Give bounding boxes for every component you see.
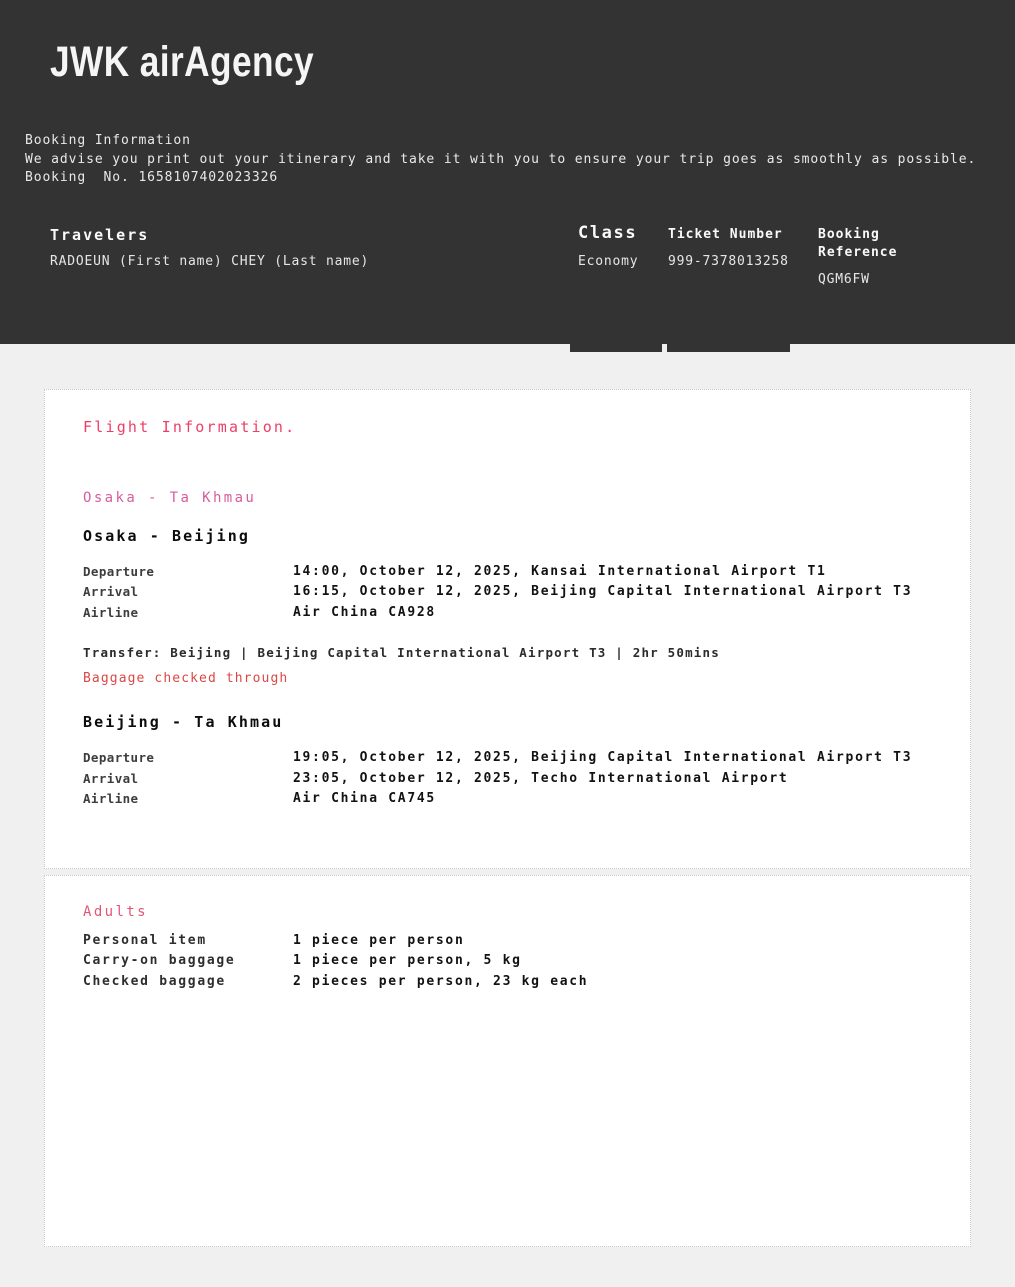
departure-label: Departure [83, 750, 155, 765]
ticket-number-label: Ticket Number [668, 226, 783, 242]
info-row-departure [83, 562, 932, 583]
carry-on-label: Carry-on baggage [83, 953, 236, 968]
travelers-column [50, 226, 578, 288]
booking-reference-column [818, 226, 965, 288]
class-column [578, 222, 668, 288]
travelers-value: RADOEUN (First name) CHEY (Last name) [50, 253, 370, 269]
transfer-note: Transfer: Beijing | Beijing Capital International Airport T3 | 2hr 50mins [83, 645, 720, 660]
segment-details-outbound [83, 562, 932, 624]
info-row-airline [83, 789, 932, 810]
info-row-carry-on [83, 951, 932, 972]
personal-item-label: Personal item [83, 932, 207, 948]
info-row-arrival [83, 582, 932, 603]
airline-value: Air China CA928 [293, 604, 436, 620]
info-row-arrival [83, 769, 932, 790]
airline-value: Air China CA745 [293, 791, 436, 806]
booking-info-block [25, 132, 1015, 188]
ticket-number-value: 999-7378013258 [668, 253, 789, 269]
airline-label: Airline [83, 791, 139, 806]
arrival-value: 23:05, October 12, 2025, Techo International Airport [293, 770, 789, 786]
travelers-label: Travelers [50, 225, 150, 244]
checked-baggage-value: 2 pieces per person, 23 kg each [293, 973, 589, 989]
booking-number: Booking No. 1658107402023326 [25, 170, 279, 185]
ticket-number-column [668, 226, 818, 288]
segment-details-connecting [83, 748, 932, 810]
adults-title: Adults [83, 903, 148, 920]
booking-advice: We advise you print out your itinerary and take it with you to ensure your trip goes as smoothly as possible. [25, 151, 977, 167]
flight-information-card [44, 389, 971, 869]
departure-value: 19:05, October 12, 2025, Beijing Capital International Airport T3 [293, 750, 913, 765]
segment-heading-outbound: Osaka - Beijing [83, 526, 250, 545]
header-tab-class [570, 344, 662, 352]
arrival-value: 16:15, October 12, 2025, Beijing Capital International Airport T3 [293, 584, 913, 599]
flight-information-title: Flight Information. [83, 417, 297, 436]
booking-reference-label: Booking Reference [818, 226, 898, 260]
arrival-label: Arrival [83, 770, 139, 786]
segment-heading-connecting: Beijing - Ta Khmau [83, 713, 284, 731]
personal-item-value: 1 piece per person [293, 932, 465, 948]
brand-title: JWK airAgency [50, 38, 314, 86]
departure-label: Departure [83, 563, 155, 579]
baggage-checked-note: Baggage checked through [83, 671, 289, 686]
baggage-details [83, 931, 932, 993]
class-label: Class [578, 222, 638, 243]
main-content [0, 344, 1015, 1287]
booking-info-title: Booking Information [25, 133, 191, 148]
header-tab-ticket [667, 344, 790, 352]
class-value: Economy [578, 253, 639, 269]
arrival-label: Arrival [83, 584, 139, 599]
page-header [0, 0, 1015, 344]
info-row-departure [83, 748, 932, 769]
baggage-allowance-card [44, 875, 971, 1247]
info-row-airline [83, 603, 932, 624]
checked-baggage-label: Checked baggage [83, 973, 226, 989]
airline-label: Airline [83, 604, 139, 620]
booking-reference-value: QGM6FW [818, 271, 870, 287]
info-row-checked [83, 972, 932, 993]
carry-on-value: 1 piece per person, 5 kg [293, 953, 522, 968]
info-row-personal-item [83, 931, 932, 952]
route-title: Osaka - Ta Khmau [83, 489, 257, 506]
departure-value: 14:00, October 12, 2025, Kansai International Airport T1 [293, 563, 827, 579]
booking-summary-row [50, 222, 965, 288]
